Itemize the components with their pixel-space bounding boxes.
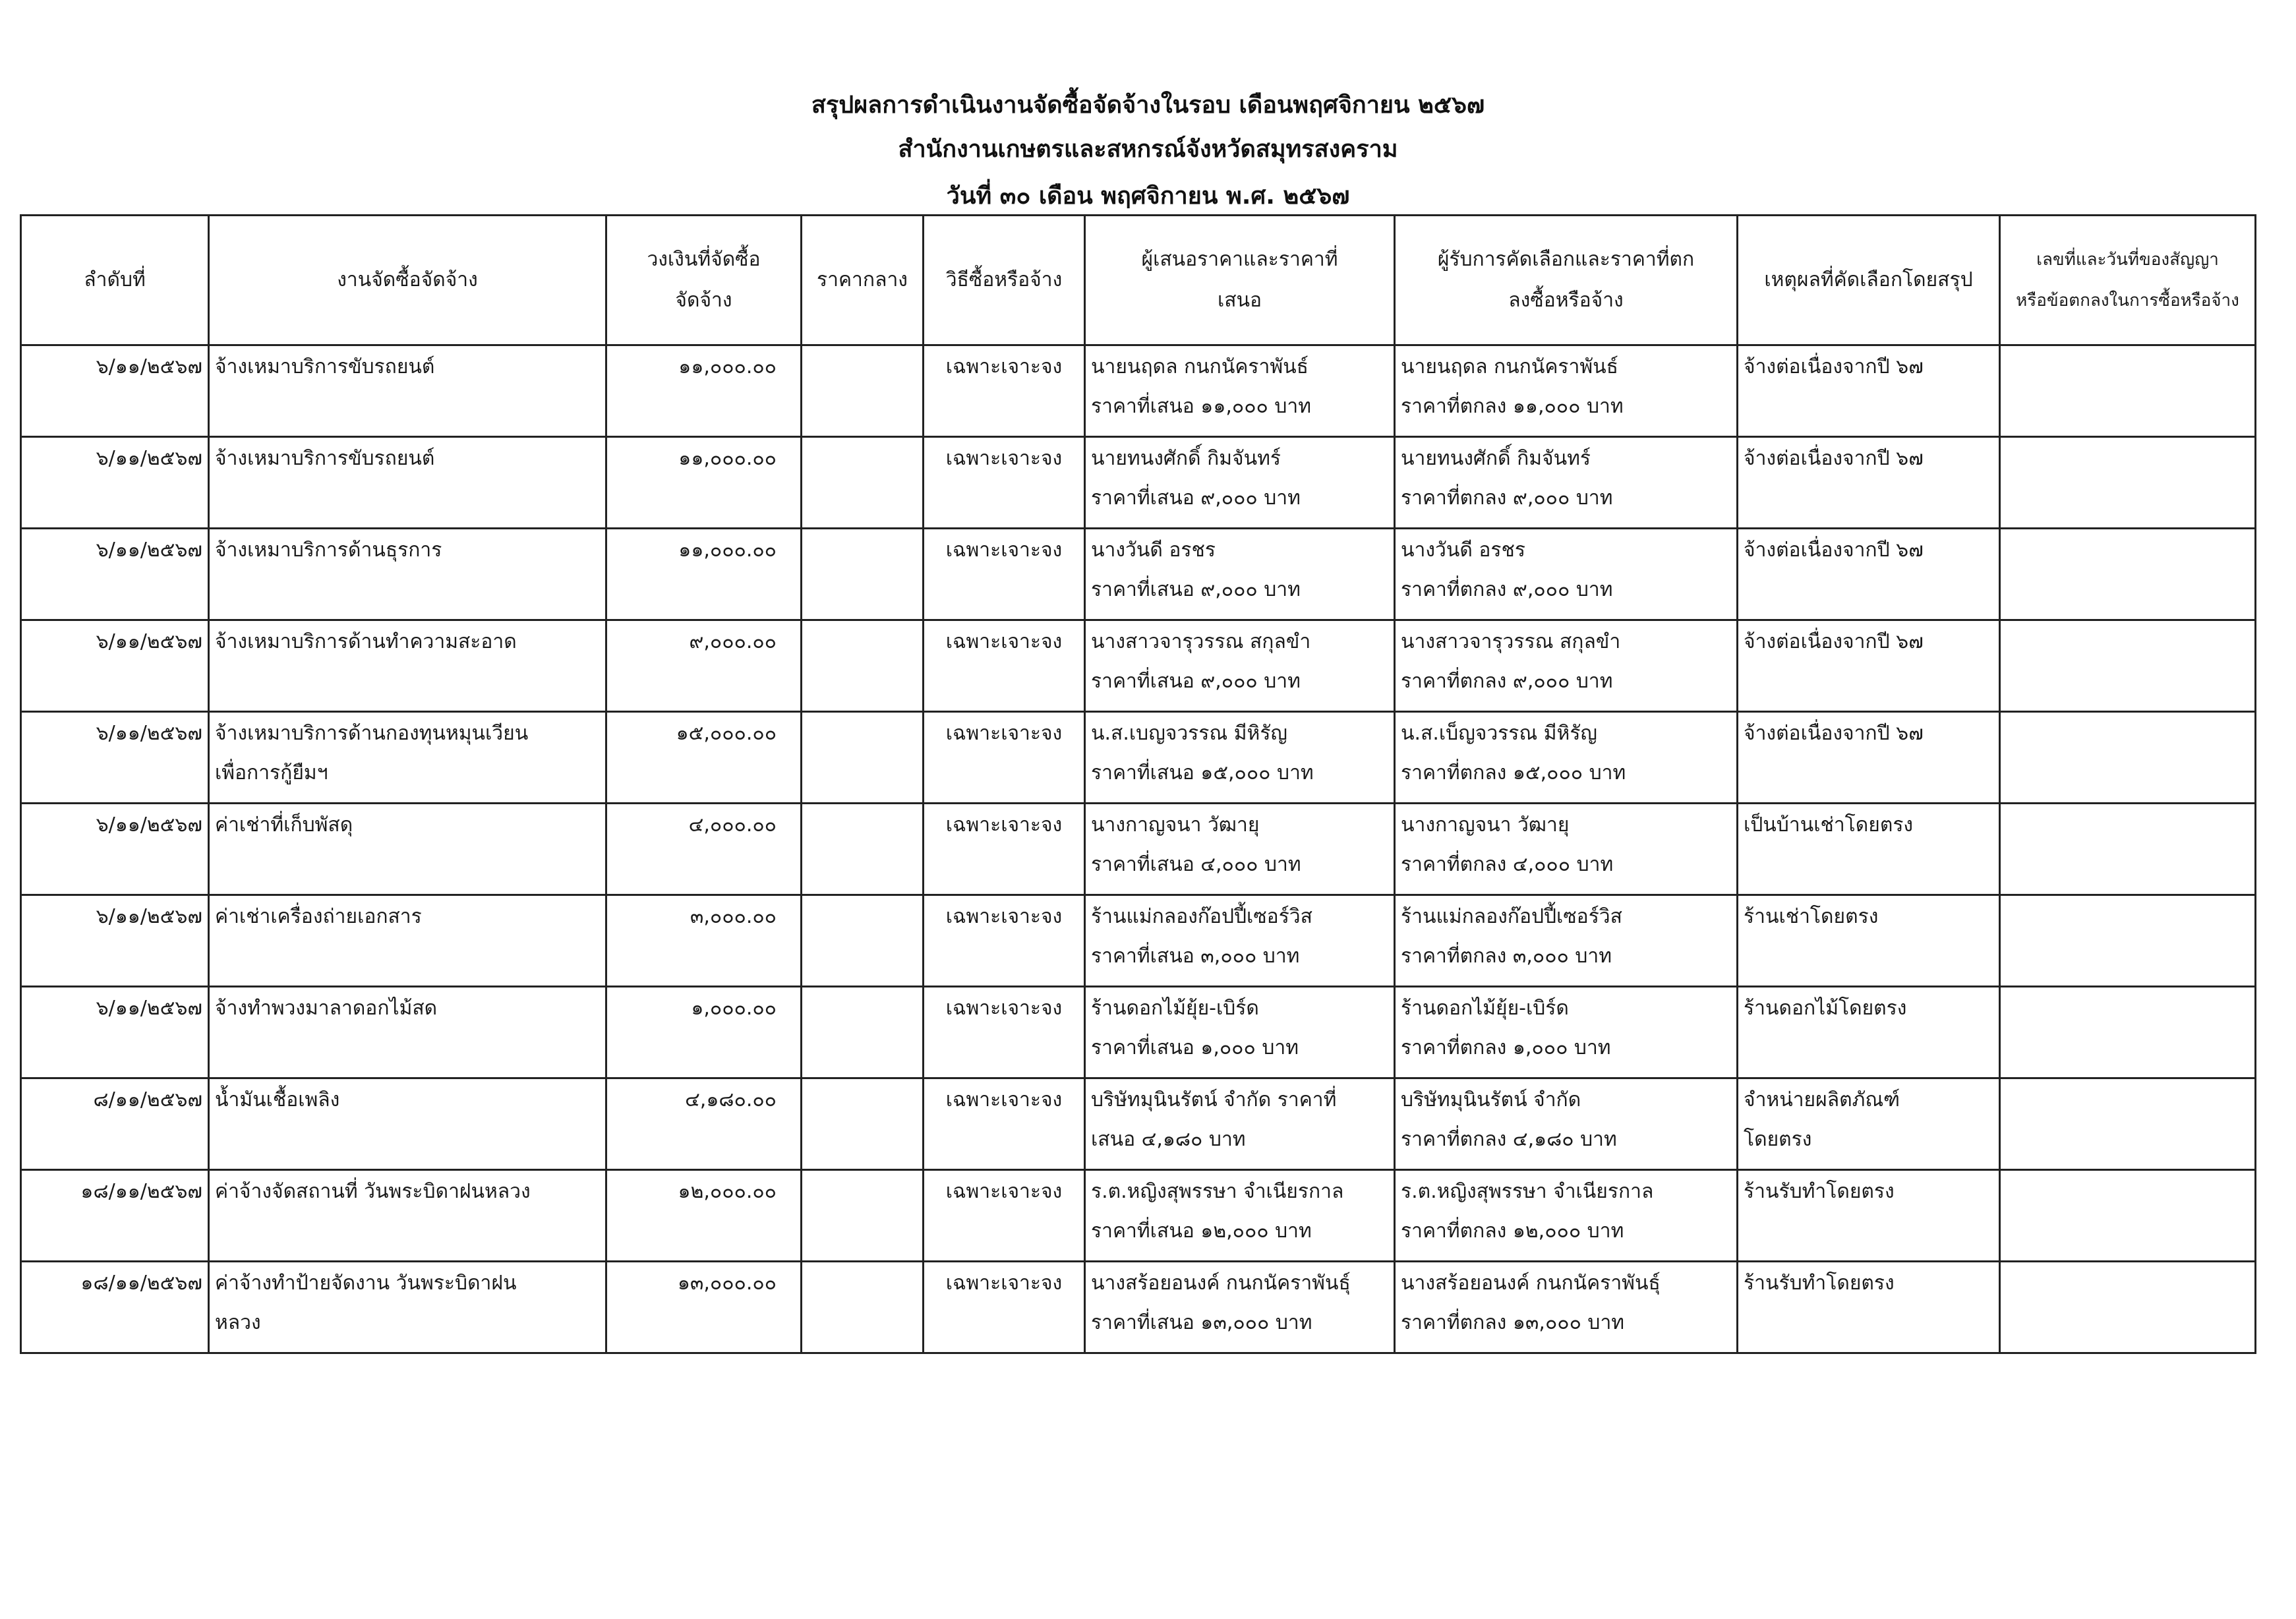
cell-reason-text: โดยตรง (1744, 1128, 1812, 1151)
cell-bidder-text: ร.ต.หญิงสุพรรษา จำเนียรกาล (1091, 1180, 1344, 1203)
cell-reason-text: จำหน่ายผลิตภัณฑ์ (1744, 1088, 1900, 1111)
cell-method-text: เฉพาะเจาะจง (945, 1088, 1063, 1111)
cell-median-price (802, 437, 924, 529)
cell-winner (1395, 1078, 1738, 1170)
table-row (21, 1078, 2256, 1170)
cell-reason-text: ร้านรับทำโดยตรง (1744, 1272, 1895, 1295)
cell-date-text: ๘/๑๑/๒๕๖๗ (93, 1088, 202, 1111)
report-title: สรุปผลการดำเนินงานจัดซื้อจัดจ้างในรอบ เดือนพฤศจิกายน ๒๕๖๗ (811, 92, 1485, 119)
cell-reason (1738, 1078, 2000, 1170)
col-item-label: งานจัดซื้อจัดจ้าง (337, 268, 478, 291)
cell-date (21, 712, 209, 804)
cell-bidder-text: เสนอ ๔,๑๘๐ บาท (1091, 1128, 1246, 1151)
cell-reason-text: ร้านรับทำโดยตรง (1744, 1180, 1895, 1203)
cell-budget-text: ๑๑,๐๐๐.๐๐ (678, 539, 777, 562)
cell-item-text: จ้างทำพวงมาลาดอกไม้สด (215, 997, 438, 1020)
cell-bidder-text: ราคาที่เสนอ ๔,๐๐๐ บาท (1091, 853, 1301, 876)
cell-bidder (1085, 1262, 1395, 1353)
cell-item-text: น้ำมันเชื้อเพลิง (215, 1088, 340, 1111)
cell-method (924, 1170, 1085, 1262)
cell-method-text: เฉพาะเจาะจง (945, 722, 1063, 745)
col-contract-label-1: เลขที่และวันที่ของสัญญา (2036, 250, 2219, 270)
cell-reason (1738, 987, 2000, 1078)
cell-item (209, 804, 606, 895)
cell-winner-text: ราคาที่ตกลง ๓,๐๐๐ บาท (1401, 945, 1612, 968)
cell-item (209, 1262, 606, 1353)
cell-item-text: จ้างเหมาบริการขับรถยนต์ (215, 355, 435, 378)
col-order-no (21, 216, 209, 345)
cell-contract (2000, 345, 2256, 437)
col-contract-label-2: หรือข้อตกลงในการซื้อหรือจ้าง (2016, 291, 2239, 310)
cell-winner-text: นายทนงศักดิ์ กิมจันทร์ (1401, 447, 1591, 470)
cell-contract (2000, 1170, 2256, 1262)
cell-median-price (802, 1078, 924, 1170)
cell-method (924, 345, 1085, 437)
cell-budget-text: ๑๓,๐๐๐.๐๐ (677, 1272, 777, 1295)
col-median-price (802, 216, 924, 345)
cell-date-text: ๖/๑๑/๒๕๖๗ (96, 355, 202, 378)
cell-bidder-text: นางกาญจนา วัฒายุ (1091, 813, 1260, 837)
col-median-price-label: ราคากลาง (817, 268, 908, 291)
cell-budget-text: ๔,๐๐๐.๐๐ (688, 813, 777, 837)
cell-median-price (802, 712, 924, 804)
cell-winner-text: บริษัทมุนินรัตน์ จำกัด (1401, 1088, 1581, 1111)
cell-bidder (1085, 712, 1395, 804)
cell-method (924, 437, 1085, 529)
cell-bidder-text: บริษัทมุนินรัตน์ จำกัด ราคาที่ (1091, 1088, 1337, 1111)
cell-date-text: ๖/๑๑/๒๕๖๗ (96, 997, 202, 1020)
cell-method (924, 712, 1085, 804)
cell-winner-text: นางสร้อยอนงค์ กนกนัคราพันธุ์ (1401, 1272, 1661, 1295)
cell-winner-text: นางกาญจนา วัฒายุ (1401, 813, 1570, 837)
cell-winner-text: นางวันดี อรชร (1401, 539, 1525, 562)
cell-method (924, 1078, 1085, 1170)
cell-bidder-text: นางสาวจารุวรรณ สกุลขำ (1091, 630, 1311, 653)
cell-winner-text: นายนฤดล กนกนัคราพันธ์ (1401, 355, 1618, 378)
cell-median-price (802, 895, 924, 987)
cell-reason (1738, 1262, 2000, 1353)
col-item (209, 216, 606, 345)
cell-method (924, 804, 1085, 895)
cell-item (209, 437, 606, 529)
cell-date (21, 1170, 209, 1262)
cell-bidder-text: ราคาที่เสนอ ๑๕,๐๐๐ บาท (1091, 761, 1314, 784)
table-row (21, 437, 2256, 529)
cell-item-text: จ้างเหมาบริการด้านทำความสะอาด (215, 630, 517, 653)
cell-budget (606, 1262, 802, 1353)
col-winner-label-2: ลงซื้อหรือจ้าง (1508, 289, 1624, 312)
cell-item-text: จ้างเหมาบริการด้านกองทุนหมุนเวียน (215, 722, 529, 745)
cell-item (209, 345, 606, 437)
cell-bidder (1085, 437, 1395, 529)
cell-budget (606, 1170, 802, 1262)
cell-winner-text: ราคาที่ตกลง ๑๓,๐๐๐ บาท (1401, 1311, 1625, 1334)
cell-winner-text: นางสาวจารุวรรณ สกุลขำ (1401, 630, 1621, 653)
table-row (21, 804, 2256, 895)
cell-item (209, 529, 606, 620)
cell-median-price (802, 804, 924, 895)
cell-method (924, 620, 1085, 712)
cell-method (924, 529, 1085, 620)
cell-contract (2000, 620, 2256, 712)
cell-item-text: ค่าจ้างทำป้ายจัดงาน วันพระบิดาฝน (215, 1272, 517, 1295)
col-bidder (1085, 216, 1395, 345)
cell-winner-text: ราคาที่ตกลง ๙,๐๐๐ บาท (1401, 670, 1613, 693)
cell-winner (1395, 620, 1738, 712)
cell-winner-text: ราคาที่ตกลง ๑๕,๐๐๐ บาท (1401, 761, 1626, 784)
cell-median-price (802, 1170, 924, 1262)
col-reason (1738, 216, 2000, 345)
col-bidder-label-2: เสนอ (1217, 289, 1262, 312)
cell-bidder-text: ราคาที่เสนอ ๙,๐๐๐ บาท (1091, 486, 1301, 510)
cell-date-text: ๖/๑๑/๒๕๖๗ (96, 630, 202, 653)
cell-winner (1395, 529, 1738, 620)
cell-item-text: หลวง (215, 1311, 261, 1334)
cell-bidder (1085, 529, 1395, 620)
cell-bidder-text: ร้านดอกไม้ยุ้ย-เบิร์ด (1091, 997, 1259, 1020)
cell-contract (2000, 804, 2256, 895)
cell-date (21, 895, 209, 987)
col-bidder-label-1: ผู้เสนอราคาและราคาที่ (1141, 248, 1338, 271)
cell-bidder-text: ร้านแม่กลองก๊อปปี้เซอร์วิส (1091, 905, 1312, 928)
cell-contract (2000, 712, 2256, 804)
cell-reason (1738, 1170, 2000, 1262)
cell-budget-text: ๑๕,๐๐๐.๐๐ (676, 722, 777, 745)
cell-item-text: จ้างเหมาบริการขับรถยนต์ (215, 447, 435, 470)
cell-date (21, 987, 209, 1078)
cell-bidder (1085, 1170, 1395, 1262)
cell-winner (1395, 1170, 1738, 1262)
cell-item (209, 1170, 606, 1262)
table-row (21, 895, 2256, 987)
cell-winner (1395, 1262, 1738, 1353)
cell-method-text: เฉพาะเจาะจง (945, 997, 1063, 1020)
cell-date-text: ๖/๑๑/๒๕๖๗ (96, 447, 202, 470)
cell-budget-text: ๔,๑๘๐.๐๐ (685, 1088, 777, 1111)
cell-reason-text: จ้างต่อเนื่องจากปี ๖๗ (1744, 630, 1924, 653)
cell-bidder (1085, 895, 1395, 987)
cell-item-text: เพื่อการกู้ยืมฯ (215, 761, 328, 784)
cell-winner-text: ราคาที่ตกลง ๑,๐๐๐ บาท (1401, 1036, 1611, 1059)
cell-winner (1395, 987, 1738, 1078)
cell-date (21, 620, 209, 712)
col-method (924, 216, 1085, 345)
cell-budget (606, 345, 802, 437)
cell-item (209, 987, 606, 1078)
cell-winner (1395, 895, 1738, 987)
cell-budget (606, 804, 802, 895)
cell-contract (2000, 1262, 2256, 1353)
table-row (21, 712, 2256, 804)
cell-reason (1738, 437, 2000, 529)
cell-method (924, 987, 1085, 1078)
cell-bidder-text: ราคาที่เสนอ ๑๓,๐๐๐ บาท (1091, 1311, 1312, 1334)
cell-bidder (1085, 804, 1395, 895)
cell-bidder (1085, 620, 1395, 712)
cell-method-text: เฉพาะเจาะจง (945, 630, 1063, 653)
cell-winner-text: ร้านแม่กลองก๊อปปี้เซอร์วิส (1401, 905, 1622, 928)
report-date: วันที่ ๓๐ เดือน พฤศจิกายน พ.ศ. ๒๕๖๗ (946, 183, 1350, 210)
cell-contract (2000, 895, 2256, 987)
cell-item-text: ค่าเช่าเครื่องถ่ายเอกสาร (215, 905, 422, 928)
cell-bidder-text: ราคาที่เสนอ ๓,๐๐๐ บาท (1091, 945, 1300, 968)
cell-reason (1738, 895, 2000, 987)
cell-budget-text: ๙,๐๐๐.๐๐ (689, 630, 777, 653)
cell-budget-text: ๑๑,๐๐๐.๐๐ (678, 355, 777, 378)
cell-bidder-text: นางวันดี อรชร (1091, 539, 1216, 562)
cell-median-price (802, 345, 924, 437)
table-header-row (21, 216, 2256, 345)
cell-bidder-text: นางสร้อยอนงค์ กนกนัคราพันธุ์ (1091, 1272, 1351, 1295)
cell-bidder (1085, 1078, 1395, 1170)
col-method-label: วิธีซื้อหรือจ้าง (945, 268, 1063, 291)
cell-item (209, 620, 606, 712)
cell-budget (606, 1078, 802, 1170)
cell-method-text: เฉพาะเจาะจง (945, 813, 1063, 837)
cell-contract (2000, 437, 2256, 529)
cell-median-price (802, 620, 924, 712)
col-budget-label-2: จัดจ้าง (675, 289, 732, 312)
cell-winner-text: ราคาที่ตกลง ๔,๐๐๐ บาท (1401, 853, 1614, 876)
col-order-no-label: ลำดับที่ (84, 268, 146, 291)
table-row (21, 345, 2256, 437)
col-winner-label-1: ผู้รับการคัดเลือกและราคาที่ตก (1437, 248, 1695, 271)
cell-winner (1395, 804, 1738, 895)
cell-reason (1738, 345, 2000, 437)
table-row (21, 987, 2256, 1078)
cell-median-price (802, 1262, 924, 1353)
cell-reason (1738, 529, 2000, 620)
col-contract (2000, 216, 2256, 345)
cell-item (209, 895, 606, 987)
cell-reason (1738, 620, 2000, 712)
cell-item (209, 1078, 606, 1170)
cell-method-text: เฉพาะเจาะจง (945, 1180, 1063, 1203)
cell-winner-text: ราคาที่ตกลง ๑๒,๐๐๐ บาท (1401, 1220, 1624, 1243)
cell-date-text: ๑๘/๑๑/๒๕๖๗ (80, 1272, 202, 1295)
procurement-table (20, 214, 2256, 1354)
cell-date-text: ๖/๑๑/๒๕๖๗ (96, 722, 202, 745)
cell-date (21, 1078, 209, 1170)
cell-bidder-text: ราคาที่เสนอ ๙,๐๐๐ บาท (1091, 578, 1301, 601)
cell-date (21, 437, 209, 529)
cell-item-text: ค่าจ้างจัดสถานที่ วันพระบิดาฝนหลวง (215, 1180, 531, 1203)
cell-date (21, 529, 209, 620)
cell-reason-text: จ้างต่อเนื่องจากปี ๖๗ (1744, 539, 1924, 562)
table-row (21, 1170, 2256, 1262)
cell-reason-text: จ้างต่อเนื่องจากปี ๖๗ (1744, 355, 1924, 378)
cell-winner-text: ราคาที่ตกลง ๔,๑๘๐ บาท (1401, 1128, 1617, 1151)
cell-winner (1395, 345, 1738, 437)
cell-bidder-text: ราคาที่เสนอ ๑๒,๐๐๐ บาท (1091, 1220, 1312, 1243)
cell-method-text: เฉพาะเจาะจง (945, 1272, 1063, 1295)
cell-reason (1738, 712, 2000, 804)
cell-reason-text: จ้างต่อเนื่องจากปี ๖๗ (1744, 447, 1924, 470)
cell-winner-text: ราคาที่ตกลง ๑๑,๐๐๐ บาท (1401, 395, 1624, 418)
agency-name: สำนักงานเกษตรและสหกรณ์จังหวัดสมุทรสงคราม (898, 136, 1398, 163)
col-budget (606, 216, 802, 345)
cell-method (924, 1262, 1085, 1353)
cell-contract (2000, 987, 2256, 1078)
cell-median-price (802, 987, 924, 1078)
cell-method-text: เฉพาะเจาะจง (945, 539, 1063, 562)
cell-winner-text: ร.ต.หญิงสุพรรษา จำเนียรกาล (1401, 1180, 1654, 1203)
cell-item-text: ค่าเช่าที่เก็บพัสดุ (215, 813, 353, 837)
cell-item-text: จ้างเหมาบริการด้านธุรการ (215, 539, 442, 562)
cell-date (21, 1262, 209, 1353)
cell-contract (2000, 529, 2256, 620)
cell-winner-text: น.ส.เบ็ญจวรรณ มีหิรัญ (1401, 722, 1597, 745)
cell-bidder-text: น.ส.เบญจวรรณ มีหิรัญ (1091, 722, 1287, 745)
cell-method-text: เฉพาะเจาะจง (945, 355, 1063, 378)
cell-method (924, 895, 1085, 987)
cell-date-text: ๖/๑๑/๒๕๖๗ (96, 539, 202, 562)
cell-median-price (802, 529, 924, 620)
cell-budget-text: ๑๒,๐๐๐.๐๐ (678, 1180, 777, 1203)
cell-winner (1395, 712, 1738, 804)
cell-bidder-text: ราคาที่เสนอ ๙,๐๐๐ บาท (1091, 670, 1301, 693)
cell-reason-text: เป็นบ้านเช่าโดยตรง (1744, 813, 1914, 837)
cell-winner (1395, 437, 1738, 529)
col-winner (1395, 216, 1738, 345)
col-budget-label-1: วงเงินที่จัดซื้อ (647, 248, 761, 271)
cell-reason-text: ร้านดอกไม้โดยตรง (1744, 997, 1907, 1020)
cell-date-text: ๖/๑๑/๒๕๖๗ (96, 905, 202, 928)
col-reason-label: เหตุผลที่คัดเลือกโดยสรุป (1764, 268, 1973, 291)
table-row (21, 620, 2256, 712)
cell-bidder (1085, 345, 1395, 437)
cell-winner-text: ร้านดอกไม้ยุ้ย-เบิร์ด (1401, 997, 1569, 1020)
cell-bidder-text: นายทนงศักดิ์ กิมจันทร์ (1091, 447, 1281, 470)
cell-reason-text: จ้างต่อเนื่องจากปี ๖๗ (1744, 722, 1924, 745)
cell-date-text: ๖/๑๑/๒๕๖๗ (96, 813, 202, 837)
cell-reason-text: ร้านเช่าโดยตรง (1744, 905, 1879, 928)
cell-contract (2000, 1078, 2256, 1170)
cell-date (21, 345, 209, 437)
cell-budget-text: ๓,๐๐๐.๐๐ (690, 905, 777, 928)
cell-bidder-text: ราคาที่เสนอ ๑,๐๐๐ บาท (1091, 1036, 1299, 1059)
cell-date (21, 804, 209, 895)
cell-budget-text: ๑,๐๐๐.๐๐ (691, 997, 777, 1020)
cell-budget-text: ๑๑,๐๐๐.๐๐ (678, 447, 777, 470)
cell-bidder-text: นายนฤดล กนกนัคราพันธ์ (1091, 355, 1309, 378)
cell-item (209, 712, 606, 804)
cell-budget (606, 529, 802, 620)
cell-budget (606, 895, 802, 987)
cell-bidder-text: ราคาที่เสนอ ๑๑,๐๐๐ บาท (1091, 395, 1312, 418)
cell-winner-text: ราคาที่ตกลง ๙,๐๐๐ บาท (1401, 486, 1613, 510)
table-row (21, 529, 2256, 620)
cell-winner-text: ราคาที่ตกลง ๙,๐๐๐ บาท (1401, 578, 1613, 601)
cell-method-text: เฉพาะเจาะจง (945, 447, 1063, 470)
cell-budget (606, 987, 802, 1078)
cell-reason (1738, 804, 2000, 895)
cell-method-text: เฉพาะเจาะจง (945, 905, 1063, 928)
cell-bidder (1085, 987, 1395, 1078)
table-row (21, 1262, 2256, 1353)
cell-budget (606, 712, 802, 804)
cell-date-text: ๑๘/๑๑/๒๕๖๗ (80, 1180, 202, 1203)
cell-budget (606, 437, 802, 529)
cell-budget (606, 620, 802, 712)
